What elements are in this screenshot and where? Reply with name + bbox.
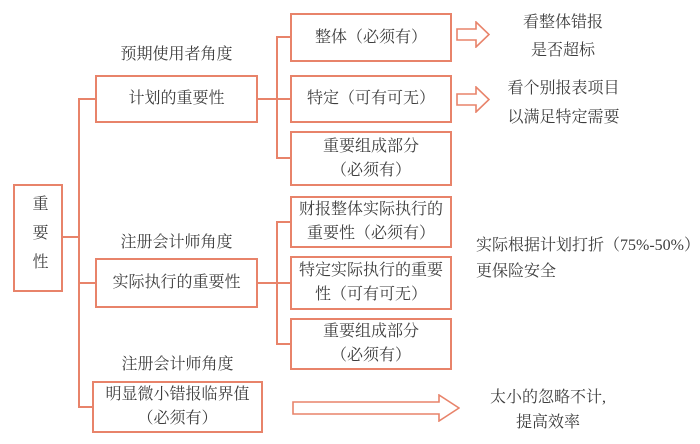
leaf-overall-line1: 整体（必须有） bbox=[314, 28, 427, 46]
leaf-specific-node bbox=[290, 75, 452, 123]
connector-branch1-leaf3 bbox=[276, 157, 290, 159]
leaf-component2-line1: 重要组成部分 bbox=[322, 323, 419, 340]
note-discount-line2: 更保险安全 bbox=[476, 263, 557, 280]
branch3-angle-label: 注册会计师角度 bbox=[121, 356, 234, 373]
leaf-component1-node bbox=[290, 131, 452, 186]
note-overall-line1: 看整体错报 bbox=[522, 14, 603, 31]
connector-trunk bbox=[78, 98, 80, 408]
note-trivial bbox=[478, 385, 618, 435]
branch2-angle-label: 注册会计师角度 bbox=[120, 234, 233, 251]
branch1-angle-label: 预期使用者角度 bbox=[120, 46, 233, 63]
note-specific bbox=[496, 74, 631, 132]
leaf-overall-node bbox=[290, 13, 452, 62]
leaf-component1-line2: （必须有） bbox=[330, 161, 411, 179]
leaf-component2-node bbox=[290, 318, 452, 370]
leaf-specific-performance-node bbox=[290, 256, 452, 310]
leaf-component1-line1: 重要组成部分 bbox=[322, 137, 419, 155]
leaf-specific-performance-line1: 特定实际执行的重要 bbox=[298, 262, 443, 279]
leaf-specific-performance-line2: 性（可有可无） bbox=[314, 286, 427, 303]
arrow-specific-icon bbox=[456, 86, 490, 113]
note-discount-line1: 实际根据计划打折（75%-50%） bbox=[476, 237, 700, 254]
root-node-materiality: 重要性 bbox=[13, 184, 63, 292]
branch3-main-line1: 明显微小错报临界值 bbox=[105, 386, 250, 403]
branch2-main-node: 实际执行的重要性 bbox=[95, 258, 258, 308]
connector-root-to-trunk bbox=[61, 236, 79, 238]
leaf-fs-performance-line2: 重要性（必须有） bbox=[306, 225, 435, 242]
connector-branch2-leaf3 bbox=[276, 343, 290, 345]
connector-branch2-main bbox=[258, 282, 290, 284]
note-trivial-line2: 提高效率 bbox=[515, 414, 580, 431]
connector-branch1-bracket bbox=[276, 36, 278, 159]
note-discount bbox=[476, 233, 700, 285]
connector-branch2-leaf1 bbox=[276, 221, 290, 223]
note-specific-line1: 看个别报表项目 bbox=[507, 80, 620, 97]
note-specific-line2: 以满足特定需要 bbox=[507, 109, 620, 126]
note-overall bbox=[498, 9, 628, 65]
note-trivial-line1: 太小的忽略不计, bbox=[489, 389, 606, 406]
note-overall-line2: 是否超标 bbox=[530, 42, 595, 59]
leaf-specific-line1: 特定（可有可无） bbox=[306, 90, 435, 107]
arrow-trivial-icon bbox=[292, 394, 460, 422]
connector-branch1-leaf1 bbox=[276, 36, 290, 38]
connector-branch1-main bbox=[258, 98, 290, 100]
leaf-fs-performance-node bbox=[290, 196, 452, 248]
connector-trunk-to-branch2 bbox=[78, 282, 96, 284]
connector-branch2-bracket bbox=[276, 221, 278, 345]
arrow-overall-icon bbox=[456, 21, 490, 48]
branch3-main-node bbox=[92, 381, 263, 433]
connector-trunk-to-branch3 bbox=[78, 406, 93, 408]
leaf-fs-performance-line1: 财报整体实际执行的 bbox=[298, 201, 443, 218]
leaf-component2-line2: （必须有） bbox=[330, 347, 411, 364]
branch3-main-line2: （必须有） bbox=[137, 410, 218, 427]
branch1-main-node: 计划的重要性 bbox=[95, 75, 258, 123]
connector-trunk-to-branch1 bbox=[78, 98, 96, 100]
